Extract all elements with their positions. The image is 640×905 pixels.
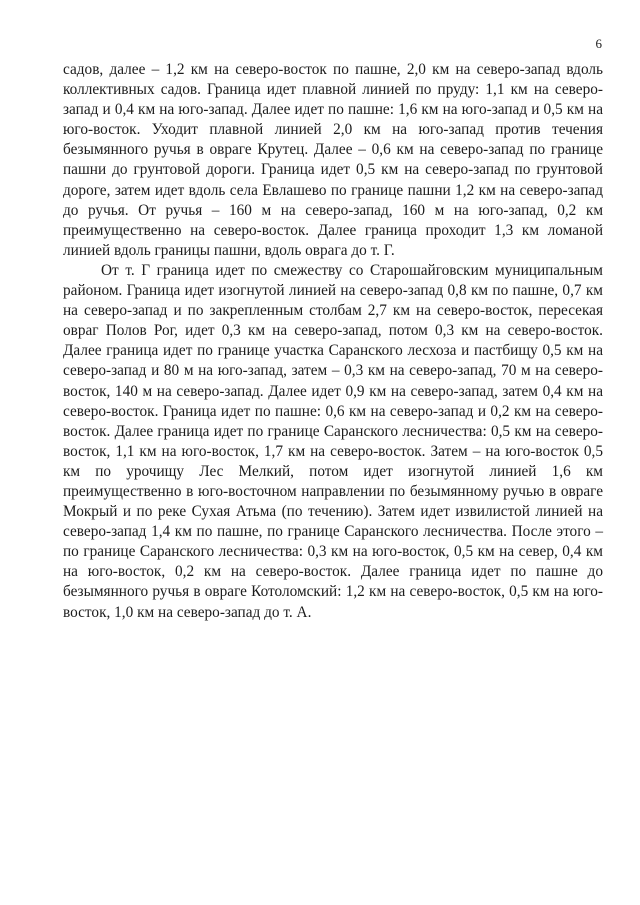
- document-body: [63, 60, 603, 623]
- paragraph-continued: садов, далее – 1,2 км на северо-восток по пашне, 2,0 км на северо-запад вдоль коллективных садов. Граница идет плавной линией по пруду: 1,1 км на северо-запад и 0,4 км на юго-запад. Далее идет по пашне: 1,6 км на юго-запад и 0,5 км на юго-восток. Уходит плавной линией 2,0 км на юго-запад против течения безымянного ручья в овраге Крутец. Далее – 0,6 км на северо-запад по границе пашни до грунтовой дороги. Граница идет 0,5 км на северо-запад по грунтовой дороге, затем идет вдоль села Евлашево по границе пашни 1,2 км на северо-запад до ручья. От ручья – 160 м на северо-запад, 160 м на юго-запад, 0,2 км преимущественно на северо-восток. Далее граница проходит 1,3 км ломаной линией вдоль границы пашни, вдоль оврага до т. Г.: [63, 61, 603, 259]
- paragraph-from-point-g: От т. Г граница идет по смежеству со Старошайговским муниципальным районом. Граница идет изогнутой линией на северо-запад 0,8 км по пашне, 0,7 км на северо-запад и по закрепленным столбам 2,7 км на северо-восток, пересекая овраг Полов Рог, идет 0,3 км на северо-запад, потом 0,3 км на северо-восток. Далее граница идет по границе участка Саранского лесхоза и пастбищу 0,5 км на северо-запад и 80 м на юго-запад, затем – 0,3 км на северо-запад, 70 м на северо-восток, 140 м на северо-запад. Далее идет 0,9 км на северо-запад, затем 0,4 км на северо-восток. Граница идет по пашне: 0,6 км на северо-запад и 0,2 км на северо-восток. Далее граница идет по границе Саранского лесничества: 0,5 км на северо-восток, 1,1 км на юго-восток, 1,7 км на северо-восток. Затем – на юго-восток 0,5 км по урочищу Лес Мелкий, потом идет изогнутой линией 1,6 км преимущественно в юго-восточном направлении по безымянному ручью в овраге Мокрый и по реке Сухая Атьма (по течению). Затем идет извилистой линией на северо-запад 1,4 км по пашне, по границе Саранского лесничества. После этого – по границе Саранского лесничества: 0,3 км на юго-восток, 0,5 км на север, 0,4 км на юго-восток, 0,2 км на северо-восток. Далее граница идет по пашне до безымянного ручья в овраге Котоломский: 1,2 км на северо-восток, 0,5 км на юго-восток, 1,0 км на северо-запад до т. А.: [63, 261, 603, 621]
- page-number: 6: [595, 36, 602, 51]
